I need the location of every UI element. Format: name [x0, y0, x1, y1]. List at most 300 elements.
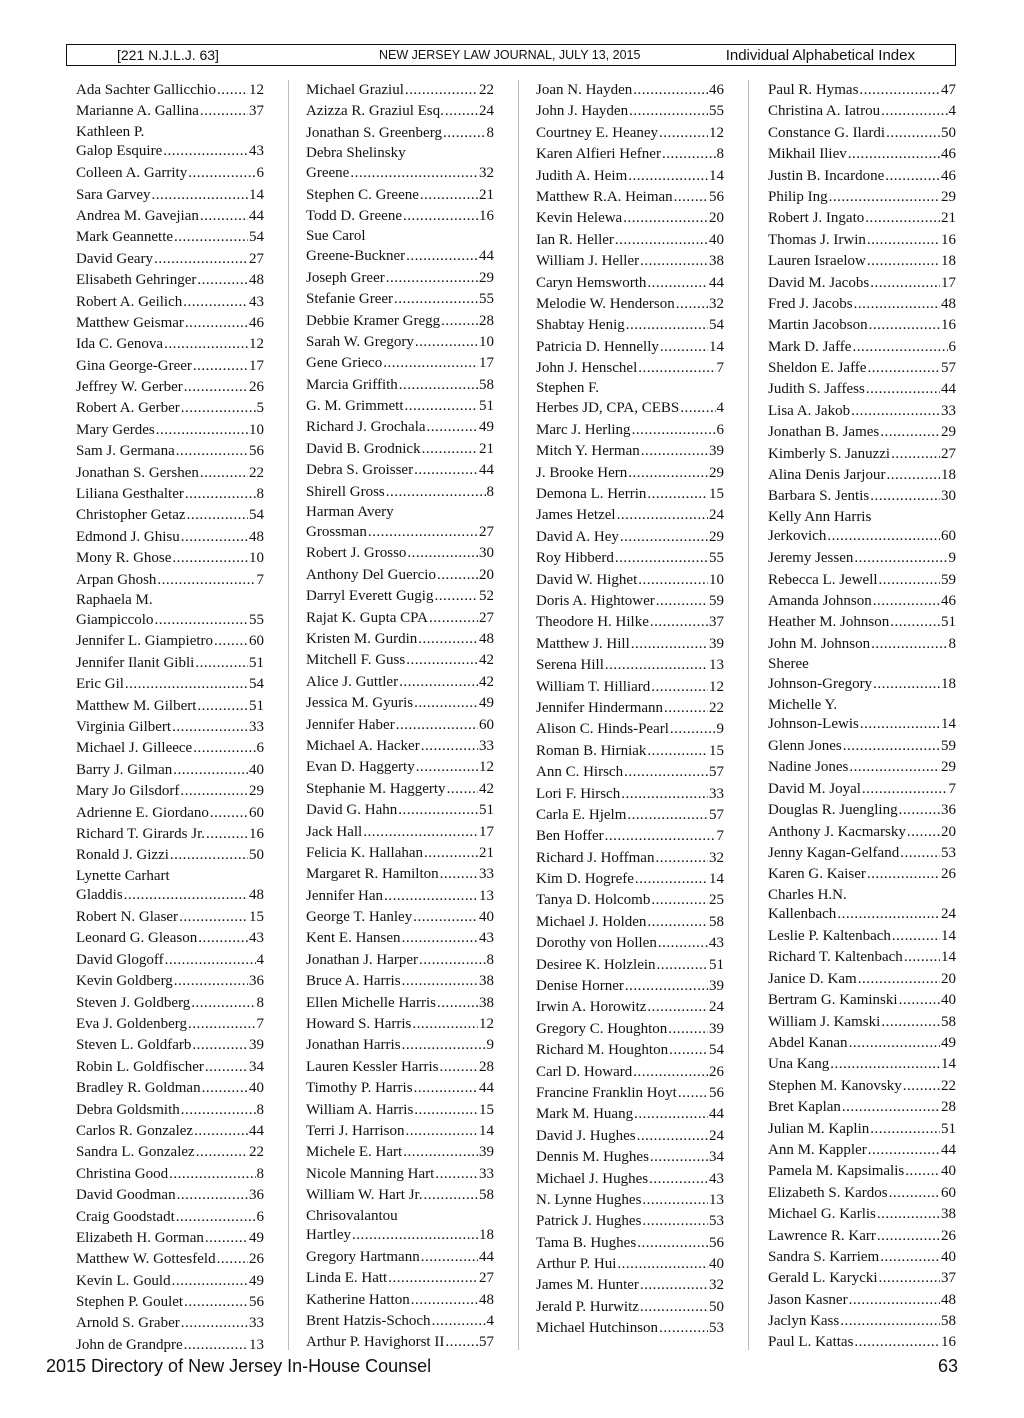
- leader-dots: [866, 379, 940, 400]
- entry-name: Joan N. Hayden: [536, 82, 633, 98]
- entry-name: Paul L. Kattas: [768, 1334, 854, 1351]
- entry-page-number: 51: [709, 956, 724, 973]
- index-entry: [768, 80, 956, 101]
- leader-dots: [414, 693, 478, 714]
- index-entry: [536, 1211, 724, 1232]
- entry-name: Judith S. Jaffess: [768, 381, 865, 398]
- entry-page-number: 60: [249, 633, 264, 650]
- entry-page-number: 56: [709, 188, 724, 205]
- entry-page-number: 33: [941, 402, 956, 419]
- entry-name: Mary Gerdes: [76, 421, 155, 438]
- entry-page-number: 13: [709, 1191, 724, 1208]
- entry-page-number: 36: [249, 1187, 264, 1204]
- index-entry: [536, 1019, 724, 1040]
- leader-dots: [867, 864, 940, 885]
- index-entry: [536, 527, 724, 548]
- leader-dots: [904, 947, 940, 968]
- entry-page-number: 39: [709, 443, 724, 460]
- index-entry: [536, 762, 724, 783]
- entry-name: Karen G. Kaiser: [768, 866, 866, 883]
- index-entry: [768, 1140, 956, 1161]
- leader-dots: [181, 1313, 248, 1334]
- entry-page-number: 30: [941, 488, 956, 505]
- entry-name: Mitch Y. Herman: [536, 443, 640, 460]
- entry-page-number: 22: [941, 1077, 956, 1094]
- entry-page-number: 12: [479, 759, 494, 776]
- index-entry: [768, 548, 956, 569]
- leader-dots: [647, 997, 708, 1018]
- index-entry: [768, 864, 956, 885]
- entry-page-number: 48: [479, 1291, 494, 1308]
- entry-name: Michael A. Hacker: [306, 737, 420, 754]
- entry-name: Chrisovalantou: [306, 1207, 398, 1224]
- index-entry: [306, 779, 494, 800]
- entry-name: Jonathan S. Gershen: [76, 464, 199, 481]
- index-entry: [536, 294, 724, 315]
- entry-name: Alison C. Hinds-Pearl: [536, 721, 669, 738]
- entry-page-number: 26: [249, 1251, 264, 1268]
- index-entry: [76, 674, 264, 695]
- entry-name: Edmond J. Ghisu: [76, 528, 180, 545]
- entry-name: Rajat K. Gupta CPA: [306, 609, 428, 626]
- index-entry: [768, 315, 956, 336]
- leader-dots: [651, 677, 708, 698]
- entry-page-number: 57: [941, 360, 956, 377]
- leader-dots: [181, 1100, 256, 1121]
- leader-dots: [188, 1014, 256, 1035]
- entry-name: Caryn Hemsworth: [536, 274, 647, 291]
- index-entry: [536, 230, 724, 251]
- entry-name: Justin B. Incardone: [768, 167, 885, 184]
- entry-page-number: 36: [249, 973, 264, 990]
- entry-name-continued-line: [76, 142, 264, 162]
- index-entry: [768, 358, 956, 379]
- entry-page-number: 7: [256, 1016, 264, 1033]
- index-entry: [768, 779, 956, 800]
- leader-dots: [198, 928, 248, 949]
- entry-name: Stephen F.: [536, 380, 599, 397]
- index-entry: [76, 356, 264, 377]
- entry-page-number: 40: [941, 992, 956, 1009]
- leader-dots: [368, 523, 478, 543]
- entry-name: Jennifer Han: [306, 887, 384, 904]
- leader-dots: [907, 822, 940, 843]
- entry-name: Kevin Goldberg: [76, 973, 173, 990]
- index-entry: [306, 907, 494, 928]
- leader-dots: [439, 1057, 478, 1078]
- index-entry: [306, 1100, 494, 1121]
- leader-dots: [388, 1268, 478, 1289]
- index-entry: [306, 1268, 494, 1289]
- leader-dots: [647, 912, 708, 933]
- entry-page-number: 40: [709, 1256, 724, 1273]
- entry-page-number: 54: [249, 507, 264, 524]
- entry-name-continued: Johnson-Lewis: [768, 716, 859, 733]
- index-entry: [76, 1014, 264, 1035]
- entry-page-number: 26: [941, 1227, 956, 1244]
- leader-dots: [854, 1332, 940, 1353]
- index-entry: [768, 123, 956, 144]
- leader-dots: [877, 1226, 940, 1247]
- index-entry: [536, 315, 724, 336]
- entry-page-number: 22: [479, 82, 494, 98]
- leader-dots: [197, 696, 248, 717]
- entry-name: Anthony J. Kacmarsky: [768, 823, 906, 840]
- entry-name: Christina A. Iatrou: [768, 103, 881, 120]
- entry-name: William T. Hilliard: [536, 678, 651, 695]
- entry-page-number: 24: [479, 103, 494, 120]
- leader-dots: [440, 864, 478, 885]
- index-entry: [76, 1271, 264, 1292]
- index-entry: [76, 420, 264, 441]
- entry-page-number: 10: [249, 550, 264, 567]
- index-entry: [536, 997, 724, 1018]
- entry-name: Nadine Jones: [768, 759, 849, 776]
- index-entry: [306, 1247, 494, 1268]
- entry-name: Robert N. Glaser: [76, 909, 179, 926]
- entry-page-number: 52: [479, 588, 494, 605]
- entry-page-number: 16: [941, 317, 956, 334]
- index-entry: [536, 441, 724, 462]
- entry-name: Bruce A. Harris: [306, 973, 401, 990]
- entry-name: Melodie W. Henderson: [536, 295, 675, 312]
- leader-dots: [890, 612, 940, 633]
- entry-name: Dorothy von Hollen: [536, 935, 657, 952]
- index-entry: [768, 422, 956, 443]
- leader-dots: [676, 294, 708, 315]
- entry-page-number: 16: [941, 1334, 956, 1351]
- index-entry: [536, 890, 724, 911]
- entry-page-number: 9: [716, 721, 724, 738]
- entry-page-number: 50: [249, 847, 264, 864]
- leader-dots: [445, 101, 478, 122]
- entry-name: Evan D. Haggerty: [306, 759, 415, 776]
- index-column-2: [306, 80, 494, 1354]
- leader-dots: [849, 1290, 940, 1311]
- leader-dots: [172, 548, 248, 569]
- entry-name-continued-line: [76, 611, 264, 631]
- entry-name: Stephen M. Kanovsky: [768, 1077, 902, 1094]
- entry-page-number: 10: [479, 333, 494, 350]
- leader-dots: [172, 1271, 248, 1292]
- index-entry: [306, 864, 494, 885]
- index-entry: [76, 163, 264, 184]
- entry-page-number: 16: [941, 231, 956, 248]
- leader-dots: [638, 358, 715, 379]
- entry-name: Elizabeth H. Gorman: [76, 1229, 204, 1246]
- entry-page-number: 29: [941, 188, 956, 205]
- index-entry: [536, 273, 724, 294]
- index-entry: [76, 1335, 264, 1356]
- leader-dots: [670, 719, 716, 740]
- leader-dots: [615, 548, 708, 569]
- entry-page-number: 28: [479, 312, 494, 329]
- entry-name: Kent E. Hansen: [306, 930, 401, 947]
- entry-page-number: 51: [941, 614, 956, 631]
- entry-name: Carl D. Howard: [536, 1063, 633, 1080]
- entry-page-number: 14: [941, 716, 956, 733]
- entry-name: Jennifer L. Giampietro: [76, 633, 214, 650]
- index-entry: [306, 886, 494, 907]
- leader-dots: [399, 375, 478, 396]
- entry-name: Andrea M. Gavejian: [76, 207, 199, 224]
- leader-dots: [624, 762, 708, 783]
- entry-page-number: 27: [479, 523, 494, 540]
- leader-dots: [629, 101, 708, 122]
- entry-page-number: 27: [479, 1270, 494, 1287]
- index-entry: [76, 738, 264, 759]
- leader-dots: [163, 142, 248, 162]
- leader-dots: [657, 955, 708, 976]
- leader-dots: [445, 1332, 478, 1353]
- entry-name: Abdel Kanan: [768, 1035, 848, 1052]
- leader-dots: [414, 1100, 478, 1121]
- index-entry: [76, 950, 264, 971]
- entry-page-number: 6: [716, 421, 724, 438]
- index-entry: [306, 439, 494, 460]
- entry-page-number: 47: [941, 82, 956, 98]
- leader-dots: [179, 907, 248, 928]
- entry-name: Marc J. Herling: [536, 421, 631, 438]
- index-entry: [76, 717, 264, 738]
- index-entry: [768, 401, 956, 422]
- leader-dots: [415, 332, 478, 353]
- index-entry: [76, 80, 264, 101]
- entry-name: Michael J. Holden: [536, 913, 647, 930]
- index-entry: [306, 650, 494, 671]
- entry-name: Doris A. Hightower: [536, 592, 655, 609]
- index-entry: [76, 123, 264, 163]
- entry-name: John J. Hayden: [536, 103, 629, 120]
- index-entry: [76, 185, 264, 206]
- index-entry: [536, 570, 724, 591]
- index-entry: [768, 843, 956, 864]
- entry-name: Stefanie Greer: [306, 291, 394, 308]
- index-entry: [768, 634, 956, 655]
- entry-name: Linda E. Hatt: [306, 1270, 388, 1287]
- index-entry: [76, 101, 264, 122]
- index-entry: [76, 1100, 264, 1121]
- entry-page-number: 48: [249, 272, 264, 289]
- index-entry: [768, 1033, 956, 1054]
- entry-page-number: 16: [249, 825, 264, 842]
- entry-page-number: 8: [256, 1165, 264, 1182]
- entry-page-number: 30: [479, 545, 494, 562]
- entry-page-number: 29: [479, 269, 494, 286]
- entry-page-number: 42: [479, 652, 494, 669]
- leader-dots: [156, 420, 248, 441]
- entry-name: Felicia K. Hallahan: [306, 844, 424, 861]
- entry-name: Bradley R. Goldman: [76, 1080, 201, 1097]
- index-entry: [536, 80, 724, 101]
- entry-page-number: 40: [249, 1080, 264, 1097]
- entry-page-number: 56: [249, 443, 264, 460]
- index-entry: [306, 332, 494, 353]
- index-entry: [768, 1268, 956, 1289]
- index-entry: [76, 484, 264, 505]
- entry-name: David J. Hughes: [536, 1127, 636, 1144]
- entry-page-number: 46: [941, 167, 956, 184]
- entry-name: Arthur P. Havighorst II: [306, 1334, 445, 1351]
- index-entry: [306, 123, 494, 144]
- entry-page-number: 54: [709, 1042, 724, 1059]
- index-entry: [768, 1311, 956, 1332]
- entry-page-number: 26: [941, 866, 956, 883]
- entry-name: Adrienne E. Giordano: [76, 804, 209, 821]
- leader-dots: [181, 398, 256, 419]
- leader-dots: [437, 993, 478, 1014]
- entry-page-number: 24: [709, 1127, 724, 1144]
- entry-name: Arnold S. Graber: [76, 1315, 180, 1332]
- entry-name: Eva J. Goldenberg: [76, 1016, 187, 1033]
- leader-dots: [620, 527, 708, 548]
- entry-name: Janice D. Kam: [768, 970, 857, 987]
- leader-dots: [605, 655, 708, 676]
- leader-dots: [651, 890, 708, 911]
- index-entry: [306, 1207, 494, 1247]
- index-entry: [306, 206, 494, 227]
- entry-name: Carlos R. Gonzalez: [76, 1122, 194, 1139]
- index-entry: [768, 465, 956, 486]
- leader-dots: [886, 465, 940, 486]
- index-entry: [768, 187, 956, 208]
- index-entry: [76, 463, 264, 484]
- leader-dots: [632, 420, 716, 441]
- entry-page-number: 59: [709, 592, 724, 609]
- entry-name: Jeffrey W. Gerber: [76, 379, 183, 396]
- index-entry: [76, 1142, 264, 1163]
- leader-dots: [867, 251, 940, 272]
- entry-name: David M. Joyal: [768, 780, 861, 797]
- index-entry: [768, 969, 956, 990]
- entry-page-number: 55: [709, 103, 724, 120]
- entry-name: Ann M. Kappler: [768, 1141, 867, 1158]
- leader-dots: [418, 629, 478, 650]
- entry-name: Gina George-Greer: [76, 357, 192, 374]
- entry-page-number: 39: [479, 1144, 494, 1161]
- leader-dots: [843, 736, 940, 757]
- index-entry: [536, 869, 724, 890]
- index-entry: [76, 1078, 264, 1099]
- entry-page-number: 32: [709, 1277, 724, 1294]
- leader-dots: [350, 164, 478, 184]
- index-entry: [76, 548, 264, 569]
- entry-name-continued-line: [768, 675, 956, 695]
- entry-name: Judith A. Heim: [536, 167, 628, 184]
- entry-name: James Hetzel: [536, 507, 616, 524]
- entry-name: Ian R. Heller: [536, 231, 614, 248]
- entry-name-continued-line: [768, 715, 956, 735]
- entry-page-number: 29: [709, 528, 724, 545]
- leader-dots: [176, 1207, 256, 1228]
- entry-name: Lawrence R. Karr: [768, 1227, 876, 1244]
- leader-dots: [386, 268, 478, 289]
- entry-page-number: 6: [256, 740, 264, 757]
- leader-dots: [447, 779, 478, 800]
- leader-dots: [154, 611, 248, 631]
- index-entry: [76, 867, 264, 907]
- entry-name: Michael J. Gilleece: [76, 740, 193, 757]
- entry-page-number: 27: [479, 609, 494, 626]
- entry-name: David Goodman: [76, 1187, 176, 1204]
- index-entry: [76, 249, 264, 270]
- leader-dots: [197, 270, 248, 291]
- entry-name-continued: Hartley: [306, 1227, 351, 1244]
- entry-name: Matthew R.A. Heiman: [536, 188, 673, 205]
- index-entry: [76, 803, 264, 824]
- index-entry: [76, 971, 264, 992]
- index-entry: [306, 80, 494, 101]
- index-entry: [306, 950, 494, 971]
- entry-page-number: 20: [941, 823, 956, 840]
- index-entry: [306, 693, 494, 714]
- index-entry: [536, 484, 724, 505]
- index-entry: [76, 570, 264, 591]
- leader-dots: [656, 591, 708, 612]
- entry-name: David Glogoff: [76, 951, 164, 968]
- entry-page-number: 12: [249, 336, 264, 353]
- leader-dots: [634, 1104, 708, 1125]
- leader-dots: [869, 315, 940, 336]
- index-entry: [306, 1035, 494, 1056]
- index-entry: [768, 486, 956, 507]
- leader-dots: [174, 227, 248, 248]
- index-column-4: [768, 80, 956, 1354]
- leader-dots: [184, 1292, 248, 1313]
- entry-name: David A. Hey: [536, 528, 619, 545]
- leader-dots: [858, 969, 940, 990]
- entry-page-number: 46: [709, 82, 724, 98]
- leader-dots: [157, 570, 255, 591]
- entry-page-number: 6: [256, 1208, 264, 1225]
- entry-name-continued-line: [306, 247, 494, 267]
- leader-dots: [187, 505, 248, 526]
- leader-dots: [889, 1183, 940, 1204]
- entry-page-number: 6: [948, 338, 956, 355]
- leader-dots: [398, 800, 478, 821]
- entry-page-number: 14: [941, 928, 956, 945]
- entry-page-number: 38: [941, 1206, 956, 1223]
- leader-dots: [642, 1211, 708, 1232]
- index-entry: [306, 565, 494, 586]
- entry-name: Jennifer Haber: [306, 716, 395, 733]
- index-entry: [768, 1332, 956, 1353]
- leader-dots: [434, 586, 478, 607]
- entry-name: Dennis M. Hughes: [536, 1149, 649, 1166]
- leader-dots: [668, 1019, 708, 1040]
- entry-page-number: 28: [479, 1058, 494, 1075]
- leader-dots: [181, 527, 248, 548]
- leader-dots: [674, 187, 708, 208]
- index-entry: [536, 976, 724, 997]
- leader-dots: [905, 1161, 940, 1182]
- entry-name: Sarah W. Gregory: [306, 333, 414, 350]
- leader-dots: [870, 1119, 940, 1140]
- entry-page-number: 49: [941, 1035, 956, 1052]
- leader-dots: [658, 933, 708, 954]
- entry-name-continued-line: [768, 527, 956, 547]
- index-entry: [306, 993, 494, 1014]
- entry-page-number: 46: [941, 592, 956, 609]
- leader-dots: [200, 101, 248, 122]
- entry-page-number: 36: [941, 802, 956, 819]
- leader-dots: [383, 353, 478, 374]
- entry-page-number: 9: [948, 550, 956, 567]
- index-entry: [536, 1190, 724, 1211]
- leader-dots: [407, 543, 478, 564]
- leader-dots: [849, 1033, 940, 1054]
- entry-page-number: 14: [941, 1056, 956, 1073]
